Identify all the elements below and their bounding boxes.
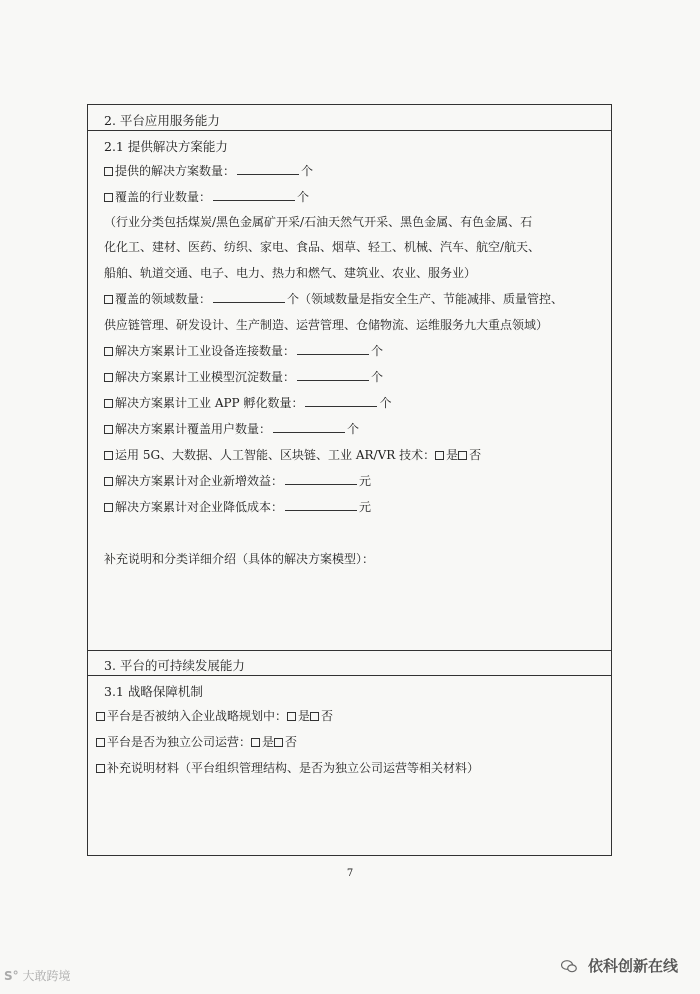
user-count-field[interactable]	[273, 421, 345, 433]
label: 运用 5G、大数据、人工智能、区块链、工业 AR/VR 技术：	[115, 448, 436, 462]
checkbox[interactable]	[104, 167, 113, 176]
device-connection-row	[104, 343, 383, 359]
industry-note-3: 船舶、轨道交通、电子、电力、热力和燃气、建筑业、农业、服务业）	[104, 266, 477, 280]
no-checkbox[interactable]	[310, 712, 319, 721]
yes-checkbox[interactable]	[287, 712, 296, 721]
label: 解决方案累计工业模型沉淀数量：	[115, 370, 296, 384]
tech-usage-row	[104, 447, 481, 463]
form-table	[87, 104, 612, 856]
model-count-row	[104, 369, 383, 385]
unit: 个	[301, 164, 314, 178]
supplement-materials-row	[96, 760, 479, 776]
section-2-1-title: 2.1 提供解决方案能力	[104, 139, 228, 154]
divider	[88, 130, 611, 131]
label: 覆盖的行业数量：	[115, 190, 212, 204]
unit: 个	[297, 190, 310, 204]
independent-company-row	[96, 734, 297, 750]
yes-label: 是	[298, 709, 311, 723]
logo-icon: S°	[4, 969, 19, 983]
domain-count-row	[104, 291, 563, 307]
unit: 个	[371, 344, 384, 358]
unit: 元	[359, 474, 372, 488]
checkbox[interactable]	[104, 347, 113, 356]
label: 覆盖的领域数量：	[115, 292, 212, 306]
industry-note-2: 化化工、建材、医药、纺织、家电、食品、烟草、轻工、机械、汽车、航空/航天、	[104, 240, 541, 254]
checkbox[interactable]	[104, 295, 113, 304]
no-label: 否	[321, 709, 334, 723]
yes-checkbox[interactable]	[435, 451, 444, 460]
unit: 个	[371, 370, 384, 384]
checkbox[interactable]	[104, 193, 113, 202]
no-label: 否	[469, 448, 482, 462]
label: 解决方案累计对企业新增效益：	[115, 474, 284, 488]
benefit-field[interactable]	[285, 473, 357, 485]
label: 解决方案累计覆盖用户数量：	[115, 422, 272, 436]
unit: 个	[347, 422, 360, 436]
section-3-1-title: 3.1 战略保障机制	[104, 684, 203, 699]
yes-label: 是	[262, 735, 275, 749]
label: 解决方案累计对企业降低成本：	[115, 500, 284, 514]
label: 补充说明材料（平台组织管理结构、是否为独立公司运营等相关材料）	[107, 761, 480, 775]
unit: 元	[359, 500, 372, 514]
wechat-icon	[561, 960, 577, 973]
solution-count-row	[104, 163, 313, 179]
app-count-row	[104, 395, 391, 411]
no-label: 否	[285, 735, 298, 749]
watermark-left-text: 大敢跨境	[22, 969, 71, 983]
checkbox[interactable]	[104, 399, 113, 408]
model-count-field[interactable]	[297, 369, 369, 381]
user-count-row	[104, 421, 359, 437]
label: 提供的解决方案数量：	[115, 164, 236, 178]
unit: 个（领域数量是指安全生产、节能减排、质量管控、	[287, 292, 564, 306]
checkbox[interactable]	[104, 425, 113, 434]
checkbox[interactable]	[96, 764, 105, 773]
watermark-right	[561, 955, 678, 976]
section-2-title: 2. 平台应用服务能力	[104, 113, 220, 128]
yes-checkbox[interactable]	[251, 738, 260, 747]
checkbox[interactable]	[104, 477, 113, 486]
checkbox[interactable]	[104, 503, 113, 512]
industry-count-row	[104, 189, 309, 205]
benefit-row	[104, 473, 371, 489]
watermark-left	[4, 967, 71, 984]
industry-count-field[interactable]	[213, 189, 295, 201]
page-number: 7	[346, 868, 354, 879]
device-connection-field[interactable]	[297, 343, 369, 355]
divider	[88, 675, 611, 676]
no-checkbox[interactable]	[274, 738, 283, 747]
app-count-field[interactable]	[305, 395, 377, 407]
yes-label: 是	[446, 448, 459, 462]
supplement-label: 补充说明和分类详细介绍（具体的解决方案模型）：	[104, 552, 375, 566]
industry-note-1: （行业分类包括煤炭/黑色金属矿开采/石油天然气开采、黑色金属、有色金属、石	[104, 215, 533, 229]
cost-reduction-row	[104, 499, 371, 515]
checkbox[interactable]	[96, 712, 105, 721]
checkbox[interactable]	[96, 738, 105, 747]
checkbox[interactable]	[104, 451, 113, 460]
label: 解决方案累计工业设备连接数量：	[115, 344, 296, 358]
unit: 个	[379, 396, 392, 410]
domain-count-field[interactable]	[213, 291, 285, 303]
watermark-right-text: 依科创新在线	[587, 957, 678, 975]
label: 解决方案累计工业 APP 孵化数量：	[115, 396, 304, 410]
solution-count-field[interactable]	[237, 163, 299, 175]
label: 平台是否被纳入企业战略规划中：	[107, 709, 288, 723]
divider	[88, 650, 611, 651]
domain-note: 供应链管理、研发设计、生产制造、运营管理、仓储物流、运维服务九大重点领域）	[104, 318, 549, 332]
checkbox[interactable]	[104, 373, 113, 382]
section-3-title: 3. 平台的可持续发展能力	[104, 658, 245, 673]
no-checkbox[interactable]	[458, 451, 467, 460]
cost-reduction-field[interactable]	[285, 499, 357, 511]
strategy-plan-row	[96, 708, 333, 724]
label: 平台是否为独立公司运营：	[107, 735, 252, 749]
